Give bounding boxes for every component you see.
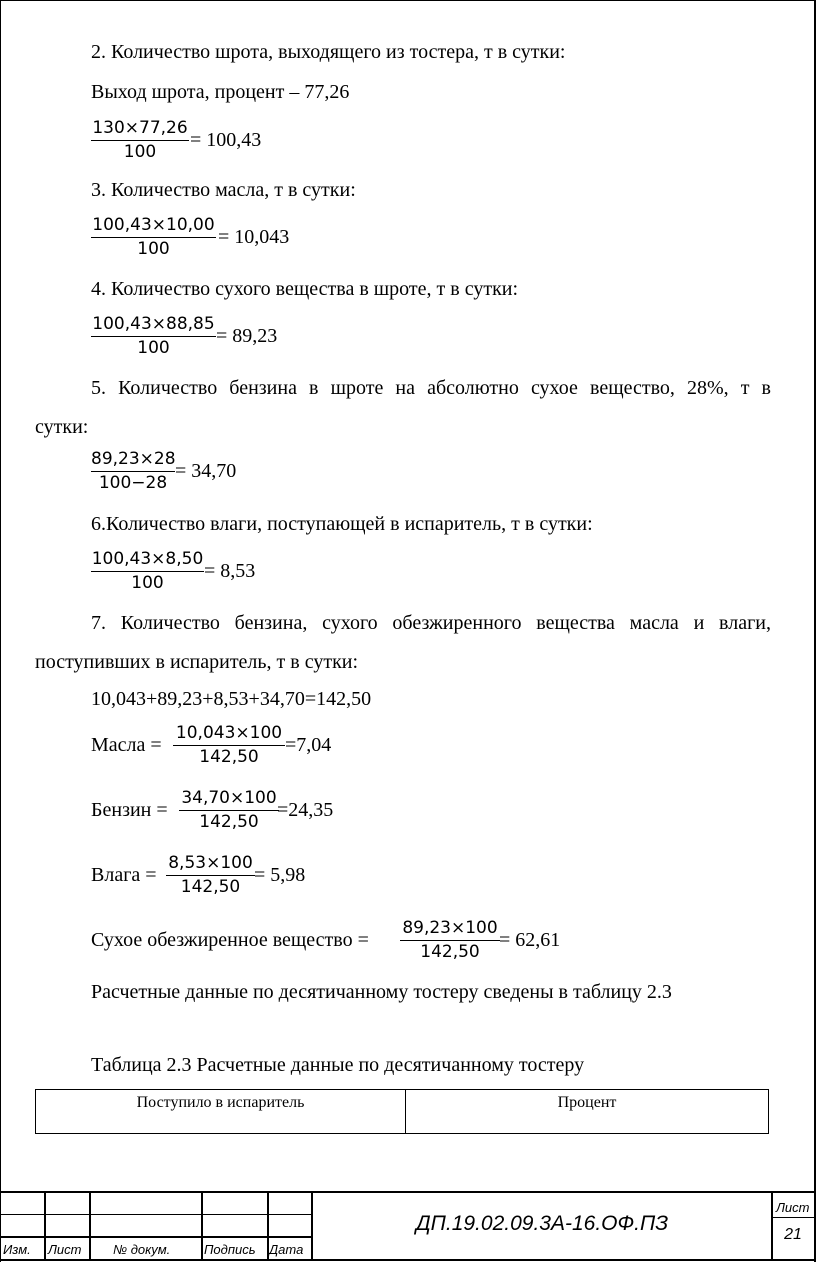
numerator: 89,23×100 [402,918,498,938]
stamp-sheet-label: Лист [776,1200,810,1215]
denominator: 142,50 [420,942,480,962]
page-frame-left [0,0,1,1262]
data-table [35,1089,769,1134]
denominator: 100 [131,573,164,593]
formula-prefix: Бензин = [91,799,168,821]
section-5-title-line-2: сутки: [35,416,89,438]
formula-result: = 100,43 [190,129,262,151]
formula-result: =7,04 [285,734,332,756]
formula-result: = 5,98 [254,864,306,886]
stamp-izm-label: Изм. [3,1242,31,1257]
numerator: 8,53×100 [168,853,253,873]
stamp-col-1 [44,1191,46,1261]
stamp-col-3 [201,1191,203,1261]
document-code: ДП.19.02.09.3А-16.ОФ.ПЗ [415,1212,669,1235]
formula-result: = 10,043 [218,226,290,248]
stamp-podpis-label: Подпись [204,1242,256,1257]
section-7-title-line-1: 7. Количество бензина, сухого обезжиренного вещества масла и влаги, [91,612,771,634]
page-frame-top [0,0,815,1]
formula-result: = 8,53 [204,560,256,582]
stamp-line-row3 [0,1236,312,1238]
denominator: 100 [123,142,157,162]
table-header-percent: Процент [557,1094,617,1111]
denominator: 100 [137,338,170,358]
numerator: 34,70×100 [181,788,277,808]
stamp-line-sheet [772,1217,816,1218]
stamp-data-label: Дата [269,1242,304,1257]
formula-result: = 89,23 [216,325,278,347]
stamp-dokum-label: № докум. [113,1242,171,1257]
denominator: 100−28 [98,473,168,493]
numerator: 89,23×28 [91,449,176,469]
denominator: 142,50 [199,747,259,767]
numerator: 10,043×100 [175,723,283,743]
section-6-title: 6.Количество влаги, поступающей в испаритель, т в сутки: [91,513,593,535]
table-caption: Таблица 2.3 Расчетные данные по десятичанному тостеру [91,1054,585,1076]
formula-result: = 62,61 [499,929,561,951]
formula-result: = 34,70 [175,460,237,482]
denominator: 142,50 [180,877,241,897]
section-4-title: 4. Количество сухого вещества в шроте, т в сутки: [91,278,519,300]
numerator: 100,43×88,85 [92,314,215,334]
denominator: 142,50 [199,812,259,832]
section-5-title-line-1: 5. Количество бензина в шроте на абсолютно сухое вещество, 28%, т в [91,377,771,399]
stamp-line-row2 [0,1214,312,1215]
denominator: 100 [137,239,170,259]
section-3-title: 3. Количество масла, т в сутки: [91,179,356,201]
section-2-title: 2. Количество шрота, выходящего из тостера, т в сутки: [91,41,566,63]
formula-prefix: Влага = [91,864,157,886]
stamp-col-2 [89,1191,91,1261]
formula-prefix: Сухое обезжиренное вещество = [91,929,369,951]
numerator: 100,43×10,00 [92,215,215,235]
stamp-line-bottom [0,1259,816,1261]
formula-prefix: Масла = [91,734,162,756]
formula-result: =24,35 [277,799,334,821]
section-7-title-line-2: поступивших в испаритель, т в сутки: [35,651,359,673]
stamp-list-label: Лист [48,1242,82,1257]
numerator: 130×77,26 [92,118,188,138]
table-header-received: Поступило в испаритель [36,1090,406,1133]
section-7-sum: 10,043+89,23+8,53+34,70=142,50 [91,688,372,710]
stamp-line-top [0,1191,816,1193]
numerator: 100,43×8,50 [91,549,204,569]
section-2-yield: Выход шрота, процент – 77,26 [91,81,350,103]
summary-text: Расчетные данные по десятичанному тостеру сведены в таблицу 2.3 [91,981,672,1003]
sheet-number: 21 [784,1226,802,1243]
